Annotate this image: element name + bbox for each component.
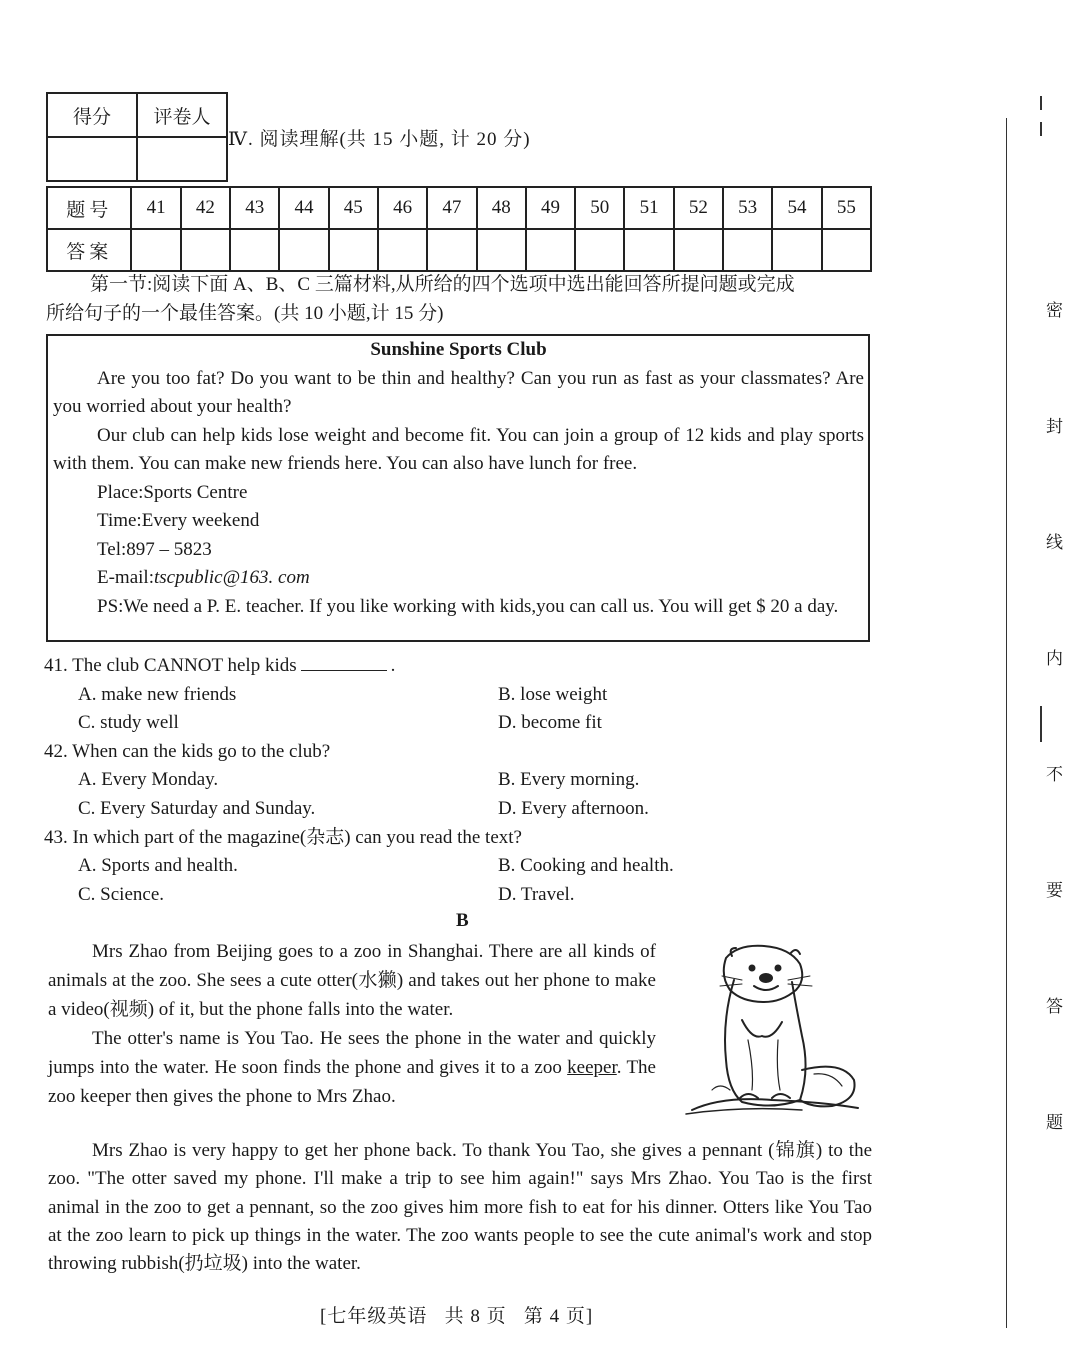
question-number-cell: 51 xyxy=(624,187,673,229)
otter-illustration-icon xyxy=(682,940,864,1118)
passage-a-box xyxy=(46,334,870,642)
passage-a-email xyxy=(53,564,864,593)
answer-cell[interactable] xyxy=(131,229,180,271)
option-42-b[interactable]: B. Every morning. xyxy=(498,769,640,791)
passage-b-paragraph-2-end: . The zoo keeper then gives the phone to Mrs Zhao. xyxy=(48,1057,656,1107)
answer-cell[interactable] xyxy=(329,229,378,271)
question-42 xyxy=(44,738,864,767)
answer-cell[interactable] xyxy=(378,229,427,271)
seal-dash xyxy=(1040,122,1042,136)
score-box xyxy=(46,92,228,182)
passage-b-paragraph-3 xyxy=(48,1137,872,1278)
seal-line xyxy=(1006,118,1007,1328)
question-number-cell: 47 xyxy=(427,187,476,229)
question-41 xyxy=(44,652,864,681)
seal-line-char: 不 xyxy=(1046,765,1063,784)
passage-b-paragraphs-1-2 xyxy=(48,937,656,1111)
question-number-cell: 54 xyxy=(772,187,821,229)
option-41-c[interactable]: C. study well xyxy=(78,712,179,734)
page-footer: [七年级英语 共 8 页 第 4 页] xyxy=(320,1306,594,1327)
answer-cell[interactable] xyxy=(477,229,526,271)
answer-cell[interactable] xyxy=(674,229,723,271)
question-number-header: 题号 xyxy=(47,187,131,229)
question-41-stem-end: . xyxy=(390,655,396,676)
answer-cell[interactable] xyxy=(822,229,871,271)
passage-a-ps: PS:We need a P. E. teacher. If you like working with kids,you can call us. You will get $ 20 a day. xyxy=(97,595,839,617)
passage-b-paragraph-2 xyxy=(48,1024,656,1111)
passage-b-paragraph-1 xyxy=(48,937,656,1024)
section-title: Ⅳ. 阅读理解(共 15 小题, 计 20 分) xyxy=(228,129,531,150)
answer-cell[interactable] xyxy=(526,229,575,271)
seal-line-char: 封 xyxy=(1046,417,1063,436)
option-42-d[interactable]: D. Every afternoon. xyxy=(498,797,649,819)
option-42-a[interactable]: A. Every Monday. xyxy=(78,769,219,791)
option-43-b[interactable]: B. Cooking and health. xyxy=(498,855,674,877)
score-label: 得分 xyxy=(47,93,137,137)
seal-line-char: 要 xyxy=(1046,881,1063,900)
passage-a-paragraph-2: Our club can help kids lose weight and become fit. You can join a group of 12 kids and play sports with them. You can make new friends here. You can also have lunch for free. xyxy=(53,424,864,474)
question-number-cell: 42 xyxy=(181,187,230,229)
question-number-cell: 43 xyxy=(230,187,279,229)
question-43 xyxy=(44,824,864,853)
email-value: tscpublic@163. com xyxy=(153,567,310,588)
answer-cell[interactable] xyxy=(772,229,821,271)
option-41-b[interactable]: B. lose weight xyxy=(498,683,608,705)
passage-a-place: Place:Sports Centre xyxy=(97,481,248,503)
passage-a-paragraph-1: Are you too fat? Do you want to be thin and healthy? Can you run as fast as your classmates? Are you worried about your health? xyxy=(53,367,864,417)
score-cell[interactable] xyxy=(47,137,137,181)
answer-cell[interactable] xyxy=(723,229,772,271)
answer-cell[interactable] xyxy=(427,229,476,271)
question-43-stem: 43. In which part of the magazine(杂志) can you read the text? xyxy=(44,826,522,848)
instruction-line-1: 第一节:阅读下面 A、B、C 三篇材料,从所给的四个选项中选出能回答所提问题或完成 xyxy=(90,274,795,295)
question-number-cell: 53 xyxy=(723,187,772,229)
passage-a-title: Sunshine Sports Club xyxy=(370,339,547,360)
option-43-a[interactable]: A. Sports and health. xyxy=(78,855,238,877)
option-43-c[interactable]: C. Science. xyxy=(78,883,165,905)
grader-label: 评卷人 xyxy=(137,93,227,137)
answer-cell[interactable] xyxy=(230,229,279,271)
answer-table xyxy=(46,186,872,272)
instruction-line-2: 所给句子的一个最佳答案。(共 10 小题,计 15 分) xyxy=(46,303,444,324)
answer-cell[interactable] xyxy=(624,229,673,271)
question-number-cell: 46 xyxy=(378,187,427,229)
question-41-stem: 41. The club CANNOT help kids xyxy=(44,655,297,676)
option-43-d[interactable]: D. Travel. xyxy=(498,883,575,905)
answer-cell[interactable] xyxy=(181,229,230,271)
question-number-cell: 49 xyxy=(526,187,575,229)
question-number-cell: 45 xyxy=(329,187,378,229)
passage-a-time: Time:Every weekend xyxy=(97,510,260,531)
part1-instruction xyxy=(46,270,874,328)
question-number-cell: 48 xyxy=(477,187,526,229)
seal-line-char: 线 xyxy=(1046,533,1063,552)
passage-b-title: B xyxy=(456,910,469,931)
seal-dash xyxy=(1040,96,1042,110)
passage-b-paragraph-3-text: Mrs Zhao is very happy to get her phone back. To thank You Tao, she gives a pennant (锦旗) to the zoo. "The otter saved my phone. I'll make a trip to see him again!" says Mrs Zhao. You Tao is the first animal in the zoo to get a pennant, so the zoo gives him more fish to eat for his dinner. Otters like You Tao at the zoo learn to pick up things in the water. The zoo wants people to see the cute animal's work and stop throwing rubbish(扔垃圾) into the water. xyxy=(48,1140,872,1275)
seal-line-char: 内 xyxy=(1046,649,1063,668)
seal-line-char: 密 xyxy=(1046,301,1063,320)
questions-a xyxy=(44,652,864,909)
question-42-stem: 42. When can the kids go to the club? xyxy=(44,740,331,762)
seal-line-char: 答 xyxy=(1046,997,1063,1016)
answer-blank[interactable] xyxy=(301,652,387,671)
question-number-cell: 50 xyxy=(575,187,624,229)
passage-b-paragraph-1-text: Mrs Zhao from Beijing goes to a zoo in Shanghai. There are all kinds of animals at the zoo. She sees a cute otter(水獭) and takes out her phone to make a video(视频) of it, but the phone falls into the water. xyxy=(48,941,656,1020)
question-number-cell: 55 xyxy=(822,187,871,229)
answer-cell[interactable] xyxy=(575,229,624,271)
seal-line-char: 题 xyxy=(1046,1113,1063,1132)
seal-dash xyxy=(1040,706,1042,742)
grader-cell[interactable] xyxy=(137,137,227,181)
answer-header: 答案 xyxy=(47,229,131,271)
passage-a-tel: Tel:897 – 5823 xyxy=(97,538,212,560)
question-number-cell: 41 xyxy=(131,187,180,229)
answer-cell[interactable] xyxy=(279,229,328,271)
keeper-keyword: keeper xyxy=(567,1057,617,1078)
option-41-a[interactable]: A. make new friends xyxy=(78,683,237,705)
option-42-c[interactable]: C. Every Saturday and Sunday. xyxy=(78,797,316,819)
email-label: E-mail: xyxy=(97,567,154,588)
question-number-cell: 52 xyxy=(674,187,723,229)
question-number-cell: 44 xyxy=(279,187,328,229)
option-41-d[interactable]: D. become fit xyxy=(498,712,602,734)
passage-b-paragraph-2-text: The otter's name is You Tao. He sees the phone in the water and quickly jumps into the water. He soon finds the phone and gives it to a zoo xyxy=(48,1028,656,1078)
